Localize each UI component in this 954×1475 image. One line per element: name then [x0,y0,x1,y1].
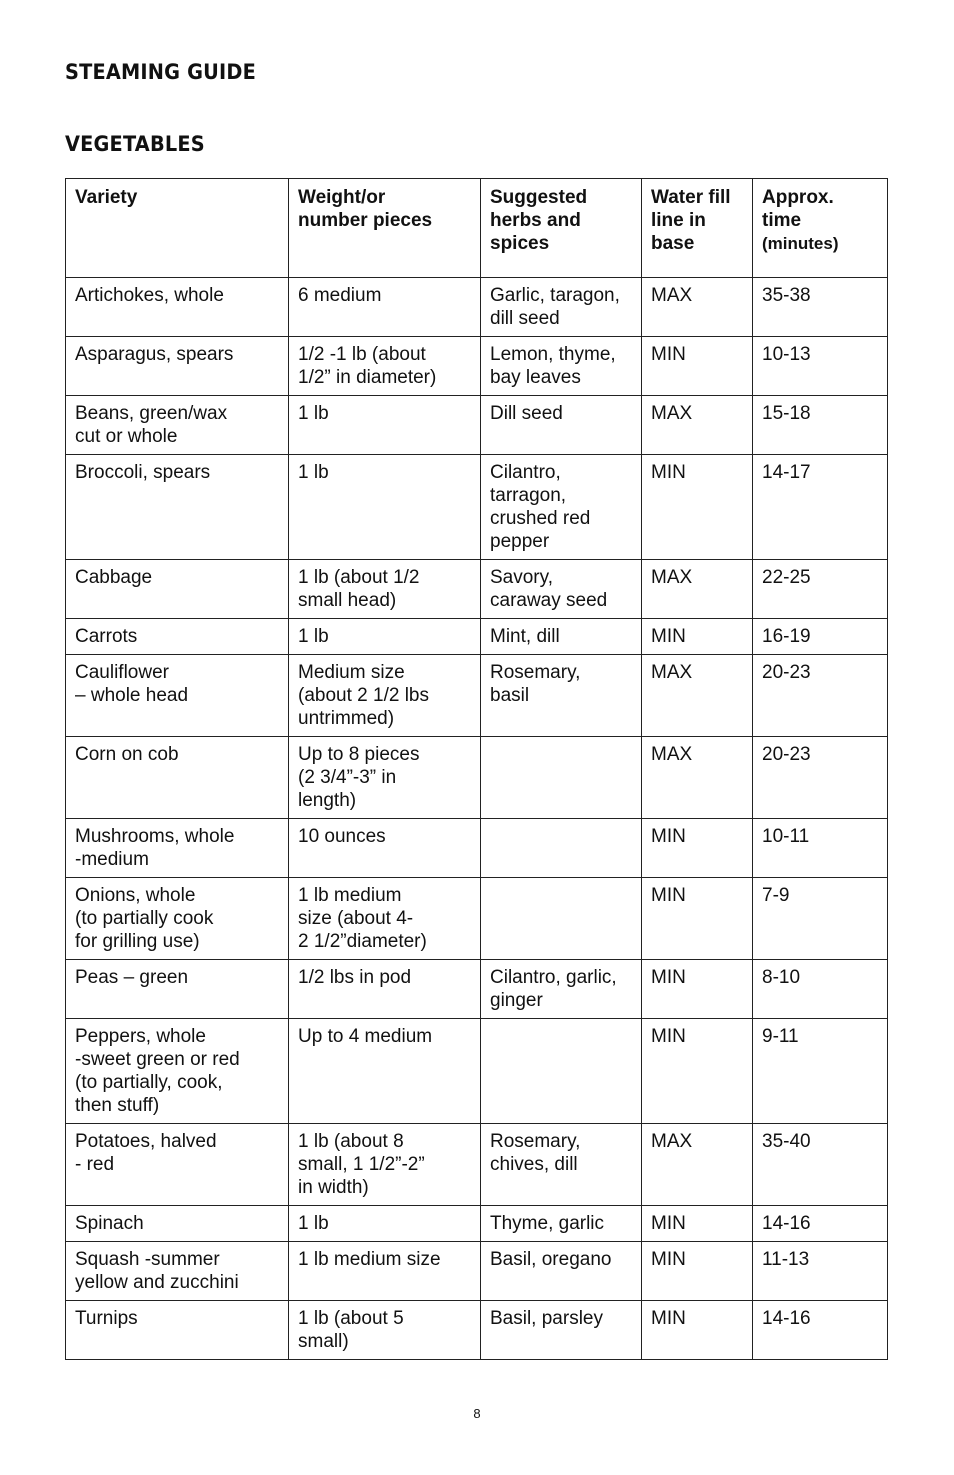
herbs-cell [481,819,642,878]
table-body [66,278,888,1360]
variety-cell: Cabbage [66,560,289,619]
herbs-cell: Cilantro, tarragon, crushed red pepper [481,455,642,560]
water-fill-cell: MAX [642,655,753,737]
herbs-cell: Garlic, taragon, dill seed [481,278,642,337]
table-row [66,737,888,819]
water-fill-cell: MAX [642,1124,753,1206]
water-fill-cell: MIN [642,1206,753,1242]
water-fill-cell: MIN [642,337,753,396]
header-time-unit: (minutes) [762,234,839,253]
table-row [66,878,888,960]
table-row [66,1019,888,1124]
variety-cell: Peppers, whole -sweet green or red (to partially, cook, then stuff) [66,1019,289,1124]
herbs-cell: Dill seed [481,396,642,455]
herbs-cell: Rosemary, chives, dill [481,1124,642,1206]
water-fill-cell: MAX [642,737,753,819]
time-cell: 10-13 [753,337,888,396]
variety-cell: Beans, green/wax cut or whole [66,396,289,455]
page-title: STEAMING GUIDE [65,60,256,84]
variety-cell: Spinach [66,1206,289,1242]
variety-cell: Turnips [66,1301,289,1360]
variety-cell: Potatoes, halved - red [66,1124,289,1206]
weight-cell: 1/2 lbs in pod [289,960,481,1019]
time-cell: 15-18 [753,396,888,455]
herbs-cell: Mint, dill [481,619,642,655]
weight-cell: 1 lb [289,619,481,655]
page-number: 8 [473,1406,481,1421]
time-cell: 14-16 [753,1206,888,1242]
herbs-cell: Lemon, thyme, bay leaves [481,337,642,396]
water-fill-cell: MIN [642,819,753,878]
header-water-fill: Water fill line in base [642,179,753,278]
time-cell: 16-19 [753,619,888,655]
header-weight: Weight/or number pieces [289,179,481,278]
variety-cell: Peas – green [66,960,289,1019]
weight-cell: Up to 8 pieces (2 3/4”-3” in length) [289,737,481,819]
time-cell: 11-13 [753,1242,888,1301]
weight-cell: Up to 4 medium [289,1019,481,1124]
table-row [66,819,888,878]
header-time [753,179,888,278]
variety-cell: Corn on cob [66,737,289,819]
variety-cell: Carrots [66,619,289,655]
variety-cell: Broccoli, spears [66,455,289,560]
time-cell: 35-38 [753,278,888,337]
variety-cell: Asparagus, spears [66,337,289,396]
header-time-label: Approx. time [762,187,834,231]
time-cell: 22-25 [753,560,888,619]
herbs-cell: Cilantro, garlic, ginger [481,960,642,1019]
section-title: VEGETABLES [65,132,205,156]
table-row [66,337,888,396]
time-cell: 8-10 [753,960,888,1019]
water-fill-cell: MIN [642,455,753,560]
herbs-cell [481,1019,642,1124]
weight-cell: 1 lb medium size (about 4- 2 1/2”diameter) [289,878,481,960]
variety-cell: Mushrooms, whole -medium [66,819,289,878]
time-cell: 7-9 [753,878,888,960]
time-cell: 35-40 [753,1124,888,1206]
water-fill-cell: MIN [642,878,753,960]
header-herbs: Suggested herbs and spices [481,179,642,278]
table-header-row [66,179,888,278]
herbs-cell: Basil, parsley [481,1301,642,1360]
weight-cell: Medium size (about 2 1/2 lbs untrimmed) [289,655,481,737]
table-row [66,1206,888,1242]
table-row [66,960,888,1019]
table-row [66,655,888,737]
weight-cell: 1 lb (about 1/2 small head) [289,560,481,619]
weight-cell: 6 medium [289,278,481,337]
weight-cell: 1 lb [289,455,481,560]
time-cell: 14-17 [753,455,888,560]
water-fill-cell: MAX [642,278,753,337]
water-fill-cell: MIN [642,619,753,655]
table-row [66,560,888,619]
time-cell: 20-23 [753,737,888,819]
weight-cell: 1 lb [289,1206,481,1242]
variety-cell: Onions, whole (to partially cook for grilling use) [66,878,289,960]
water-fill-cell: MIN [642,1301,753,1360]
table-row [66,1301,888,1360]
water-fill-cell: MAX [642,396,753,455]
table-row [66,1242,888,1301]
water-fill-cell: MIN [642,960,753,1019]
herbs-cell [481,737,642,819]
weight-cell: 1/2 -1 lb (about 1/2” in diameter) [289,337,481,396]
herbs-cell [481,878,642,960]
table-row [66,396,888,455]
time-cell: 10-11 [753,819,888,878]
table-row [66,278,888,337]
weight-cell: 1 lb [289,396,481,455]
table-row [66,619,888,655]
herbs-cell: Savory, caraway seed [481,560,642,619]
herbs-cell: Rosemary, basil [481,655,642,737]
variety-cell: Cauliflower – whole head [66,655,289,737]
time-cell: 20-23 [753,655,888,737]
variety-cell: Artichokes, whole [66,278,289,337]
header-variety: Variety [66,179,289,278]
herbs-cell: Basil, oregano [481,1242,642,1301]
water-fill-cell: MIN [642,1019,753,1124]
weight-cell: 1 lb medium size [289,1242,481,1301]
weight-cell: 1 lb (about 8 small, 1 1/2”-2” in width) [289,1124,481,1206]
water-fill-cell: MAX [642,560,753,619]
weight-cell: 1 lb (about 5 small) [289,1301,481,1360]
table-row [66,1124,888,1206]
time-cell: 9-11 [753,1019,888,1124]
herbs-cell: Thyme, garlic [481,1206,642,1242]
table-row [66,455,888,560]
weight-cell: 10 ounces [289,819,481,878]
variety-cell: Squash -summer yellow and zucchini [66,1242,289,1301]
time-cell: 14-16 [753,1301,888,1360]
steaming-table [65,178,888,1360]
water-fill-cell: MIN [642,1242,753,1301]
